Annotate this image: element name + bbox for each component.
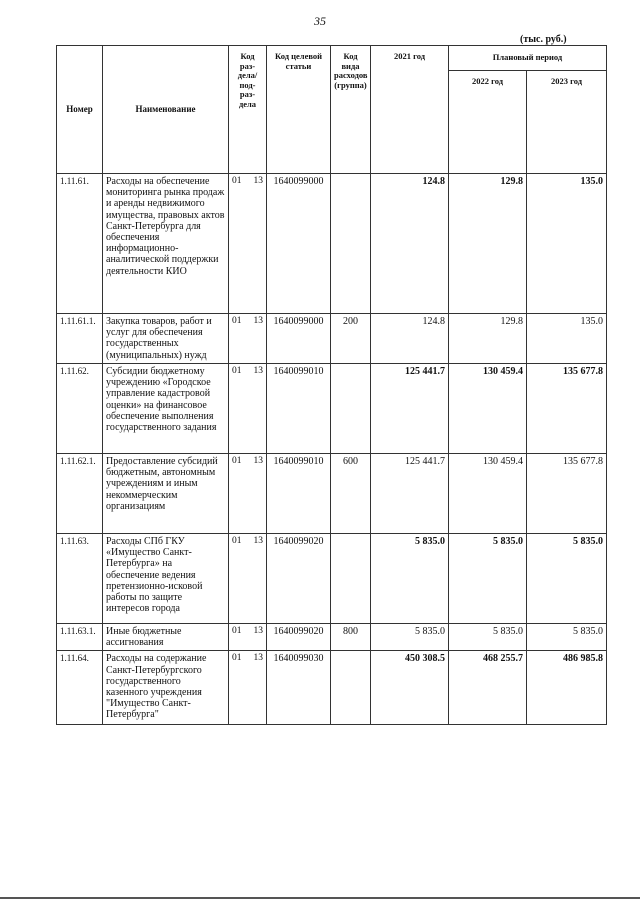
row-number: 1.11.62. [57,364,103,454]
row-amount-2023: 5 835.0 [527,624,607,651]
row-number: 1.11.61.1. [57,314,103,364]
row-amount-2023: 135 677.8 [527,454,607,534]
row-section-code [229,314,267,364]
table-row [57,624,607,651]
header-expense-type-code: Код вида расходов (группа) [331,46,371,174]
row-section-code [229,364,267,454]
row-section-code [229,651,267,725]
table-row [57,534,607,624]
row-target-code: 1640099030 [267,651,331,725]
row-expense-type [331,651,371,725]
row-section: 01 [232,536,242,546]
row-amount-2023: 5 835.0 [527,534,607,624]
page-number: 35 [314,14,326,28]
row-target-code: 1640099010 [267,454,331,534]
row-subsection: 13 [253,653,263,664]
row-amount-2022: 5 835.0 [449,534,527,624]
row-expense-type [331,534,371,624]
row-amount-2021: 125 441.7 [371,364,449,454]
row-amount-2022: 130 459.4 [449,364,527,454]
row-section: 01 [232,626,242,636]
row-section: 01 [232,456,242,466]
row-number: 1.11.64. [57,651,103,725]
row-expense-type [331,364,371,454]
row-section: 01 [232,316,242,326]
row-section: 01 [232,366,242,376]
row-subsection: 13 [253,176,263,186]
row-name: Расходы СПб ГКУ «Имущество Санкт-Петербурга» на обеспечение ведения претензионно-исковой работы по защите интересов города [103,534,229,624]
header-planned-period: Плановый период [449,46,607,71]
header-year-2022: 2022 год [449,71,527,174]
row-amount-2022: 129.8 [449,174,527,314]
row-amount-2021: 125 441.7 [371,454,449,534]
row-target-code: 1640099000 [267,314,331,364]
row-amount-2021: 124.8 [371,314,449,364]
row-number: 1.11.63.1. [57,624,103,651]
row-amount-2021: 124.8 [371,174,449,314]
header-target-code: Код целевой статьи [267,46,331,174]
header-section-code: Код раз-дела/ под-раз-дела [229,46,267,174]
row-amount-2022: 5 835.0 [449,624,527,651]
row-target-code: 1640099020 [267,624,331,651]
row-subsection: 13 [253,366,263,376]
row-amount-2023: 135 677.8 [527,364,607,454]
row-expense-type: 600 [331,454,371,534]
row-subsection: 13 [253,536,263,546]
header-year-2023: 2023 год [527,71,607,174]
row-number: 1.11.62.1. [57,454,103,534]
table-row [57,651,607,725]
row-amount-2022: 130 459.4 [449,454,527,534]
header-year-2021: 2021 год [371,46,449,174]
row-target-code: 1640099020 [267,534,331,624]
row-section: 01 [232,653,242,664]
row-expense-type: 200 [331,314,371,364]
header-name: Наименование [103,46,229,174]
row-target-code: 1640099010 [267,364,331,454]
row-number: 1.11.61. [57,174,103,314]
table-row [57,314,607,364]
row-subsection: 13 [253,316,263,326]
header-number: Номер [57,46,103,174]
row-amount-2023: 135.0 [527,314,607,364]
row-section-code [229,454,267,534]
row-expense-type: 800 [331,624,371,651]
row-amount-2022: 129.8 [449,314,527,364]
table-row [57,454,607,534]
row-amount-2021: 450 308.5 [371,651,449,725]
row-name: Предоставление субсидий бюджетным, автономным учреждениям и иным некоммерческим организациям [103,454,229,534]
row-section-code [229,174,267,314]
row-section: 01 [232,176,242,186]
table-body [57,174,607,725]
row-name: Закупка товаров, работ и услуг для обеспечения государственных (муниципальных) нужд [103,314,229,364]
row-amount-2021: 5 835.0 [371,624,449,651]
row-section-code [229,624,267,651]
row-amount-2021: 5 835.0 [371,534,449,624]
table-row [57,364,607,454]
row-subsection: 13 [253,456,263,466]
row-target-code: 1640099000 [267,174,331,314]
table-row [57,174,607,314]
row-amount-2022: 468 255.7 [449,651,527,725]
row-amount-2023: 486 985.8 [527,651,607,725]
budget-table [56,45,607,725]
row-subsection: 13 [253,626,263,636]
row-number: 1.11.63. [57,534,103,624]
row-name: Расходы на обеспечение мониторинга рынка продаж и аренды недвижимого имущества, правовых актов Санкт-Петербурга для обеспечения информационно-аналитической поддержки деятельности КИО [103,174,229,314]
row-name: Субсидии бюджетному учреждению «Городское управление кадастровой оценки» на финансовое обеспечение выполнения государственного задания [103,364,229,454]
row-name: Иные бюджетные ассигнования [103,624,229,651]
row-section-code [229,534,267,624]
row-expense-type [331,174,371,314]
page-bottom-rule [0,897,640,899]
row-name: Расходы на содержание Санкт-Петербургского государственного казенного учреждения "Имущество Санкт-Петербурга" [103,651,229,725]
row-amount-2023: 135.0 [527,174,607,314]
units-label: (тыс. руб.) [520,34,567,45]
